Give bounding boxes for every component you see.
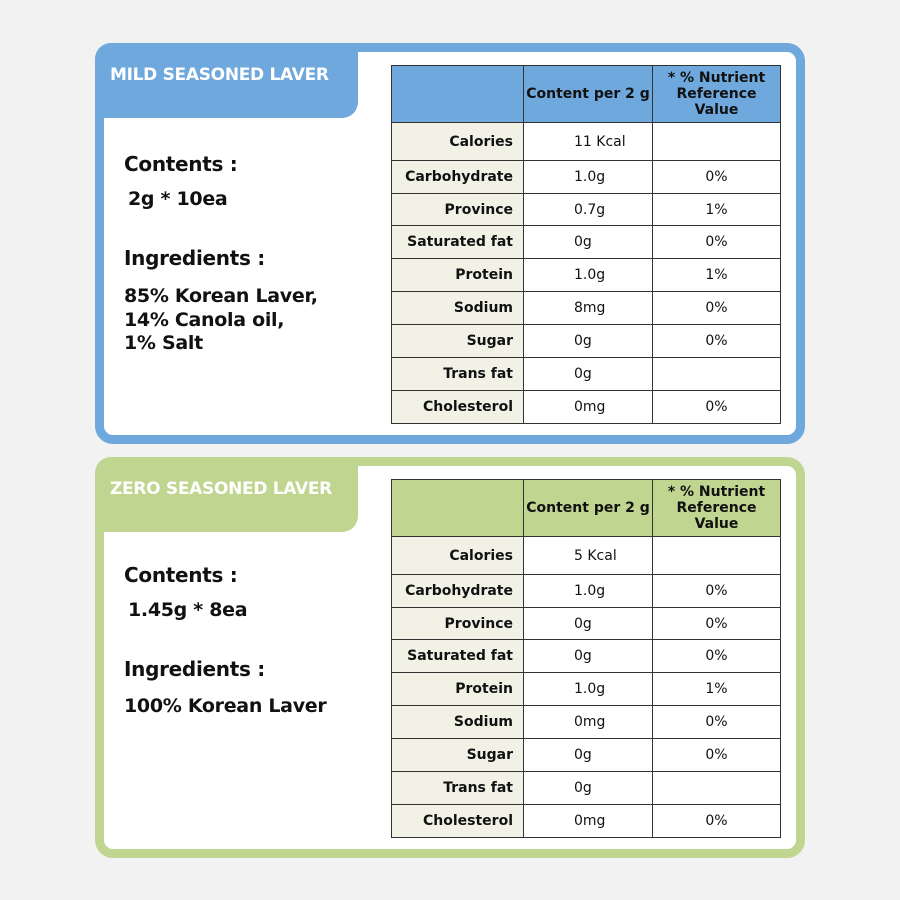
header-nrv: * % Nutrient Reference Value	[653, 66, 781, 123]
row-name: Saturated fat	[392, 226, 524, 259]
row-amount: 8mg	[524, 292, 653, 325]
mild-contents-value: 2g * 10ea	[128, 188, 228, 210]
row-amount: 0mg	[524, 805, 653, 838]
ingredient-line: 1% Salt	[124, 332, 203, 354]
mild-ingredients-label: Ingredients :	[124, 246, 265, 270]
table-row	[392, 739, 781, 772]
row-amount: 1.0g	[524, 259, 653, 292]
table-row	[392, 391, 781, 424]
row-nrv: 0%	[653, 805, 781, 838]
row-nrv: 0%	[653, 608, 781, 640]
table-row	[392, 194, 781, 226]
row-amount: 0g	[524, 608, 653, 640]
table-row	[392, 325, 781, 358]
table-row	[392, 673, 781, 706]
row-name: Carbohydrate	[392, 575, 524, 608]
zero-ingredients-label: Ingredients :	[124, 657, 265, 681]
row-name: Sugar	[392, 325, 524, 358]
table-row	[392, 640, 781, 673]
row-nrv	[653, 772, 781, 805]
row-name: Calories	[392, 123, 524, 161]
row-nrv: 1%	[653, 259, 781, 292]
mild-contents-label: Contents :	[124, 152, 238, 176]
table-row	[392, 537, 781, 575]
header-content: Content per 2 g	[524, 66, 653, 123]
table-row	[392, 608, 781, 640]
row-amount: 0g	[524, 325, 653, 358]
table-row	[392, 259, 781, 292]
table-row	[392, 226, 781, 259]
zero-contents-value: 1.45g * 8ea	[128, 599, 248, 621]
header-blank	[392, 66, 524, 123]
mild-nutrition-table	[391, 65, 781, 424]
row-amount: 0mg	[524, 706, 653, 739]
row-nrv: 0%	[653, 575, 781, 608]
table-header-row	[392, 66, 781, 123]
row-nrv: 0%	[653, 292, 781, 325]
zero-seasoned-laver-card	[95, 457, 805, 858]
row-nrv: 0%	[653, 640, 781, 673]
row-amount: 1.0g	[524, 161, 653, 194]
table-row	[392, 772, 781, 805]
row-amount: 1.0g	[524, 673, 653, 706]
ingredient-line: 100% Korean Laver	[124, 695, 327, 717]
row-nrv	[653, 358, 781, 391]
table-header-row	[392, 480, 781, 537]
row-nrv: 0%	[653, 325, 781, 358]
row-amount: 0.7g	[524, 194, 653, 226]
mild-ingredients-list	[124, 285, 318, 356]
zero-ingredients-list	[124, 695, 326, 719]
row-name: Sodium	[392, 706, 524, 739]
table-row	[392, 358, 781, 391]
row-amount: 11 Kcal	[524, 123, 653, 161]
row-amount: 0g	[524, 739, 653, 772]
row-nrv: 0%	[653, 226, 781, 259]
row-nrv: 1%	[653, 194, 781, 226]
row-amount: 0g	[524, 358, 653, 391]
row-nrv: 0%	[653, 391, 781, 424]
row-name: Cholesterol	[392, 391, 524, 424]
row-amount: 0mg	[524, 391, 653, 424]
row-nrv	[653, 537, 781, 575]
table-row	[392, 575, 781, 608]
row-nrv: 1%	[653, 673, 781, 706]
row-nrv: 0%	[653, 706, 781, 739]
row-nrv: 0%	[653, 739, 781, 772]
ingredient-line: 85% Korean Laver,	[124, 285, 318, 307]
table-row	[392, 123, 781, 161]
table-row	[392, 805, 781, 838]
zero-contents-label: Contents :	[124, 563, 238, 587]
row-name: Saturated fat	[392, 640, 524, 673]
header-nrv: * % Nutrient Reference Value	[653, 480, 781, 537]
row-name: Trans fat	[392, 772, 524, 805]
table-row	[392, 706, 781, 739]
row-nrv	[653, 123, 781, 161]
row-amount: 5 Kcal	[524, 537, 653, 575]
row-amount: 0g	[524, 226, 653, 259]
header-blank	[392, 480, 524, 537]
row-name: Carbohydrate	[392, 161, 524, 194]
header-content: Content per 2 g	[524, 480, 653, 537]
ingredient-line: 14% Canola oil,	[124, 308, 285, 331]
row-amount: 0g	[524, 772, 653, 805]
row-name: Sodium	[392, 292, 524, 325]
row-name: Cholesterol	[392, 805, 524, 838]
mild-seasoned-laver-card	[95, 43, 805, 444]
row-name: Protein	[392, 673, 524, 706]
zero-nutrition-table	[391, 479, 781, 838]
row-name: Trans fat	[392, 358, 524, 391]
mild-title-tab: MILD SEASONED LAVER	[95, 43, 358, 118]
row-amount: 0g	[524, 640, 653, 673]
zero-title-tab: ZERO SEASONED LAVER	[95, 457, 358, 532]
row-name: Province	[392, 194, 524, 226]
row-name: Protein	[392, 259, 524, 292]
table-row	[392, 161, 781, 194]
row-name: Sugar	[392, 739, 524, 772]
row-name: Province	[392, 608, 524, 640]
row-nrv: 0%	[653, 161, 781, 194]
table-row	[392, 292, 781, 325]
row-name: Calories	[392, 537, 524, 575]
row-amount: 1.0g	[524, 575, 653, 608]
